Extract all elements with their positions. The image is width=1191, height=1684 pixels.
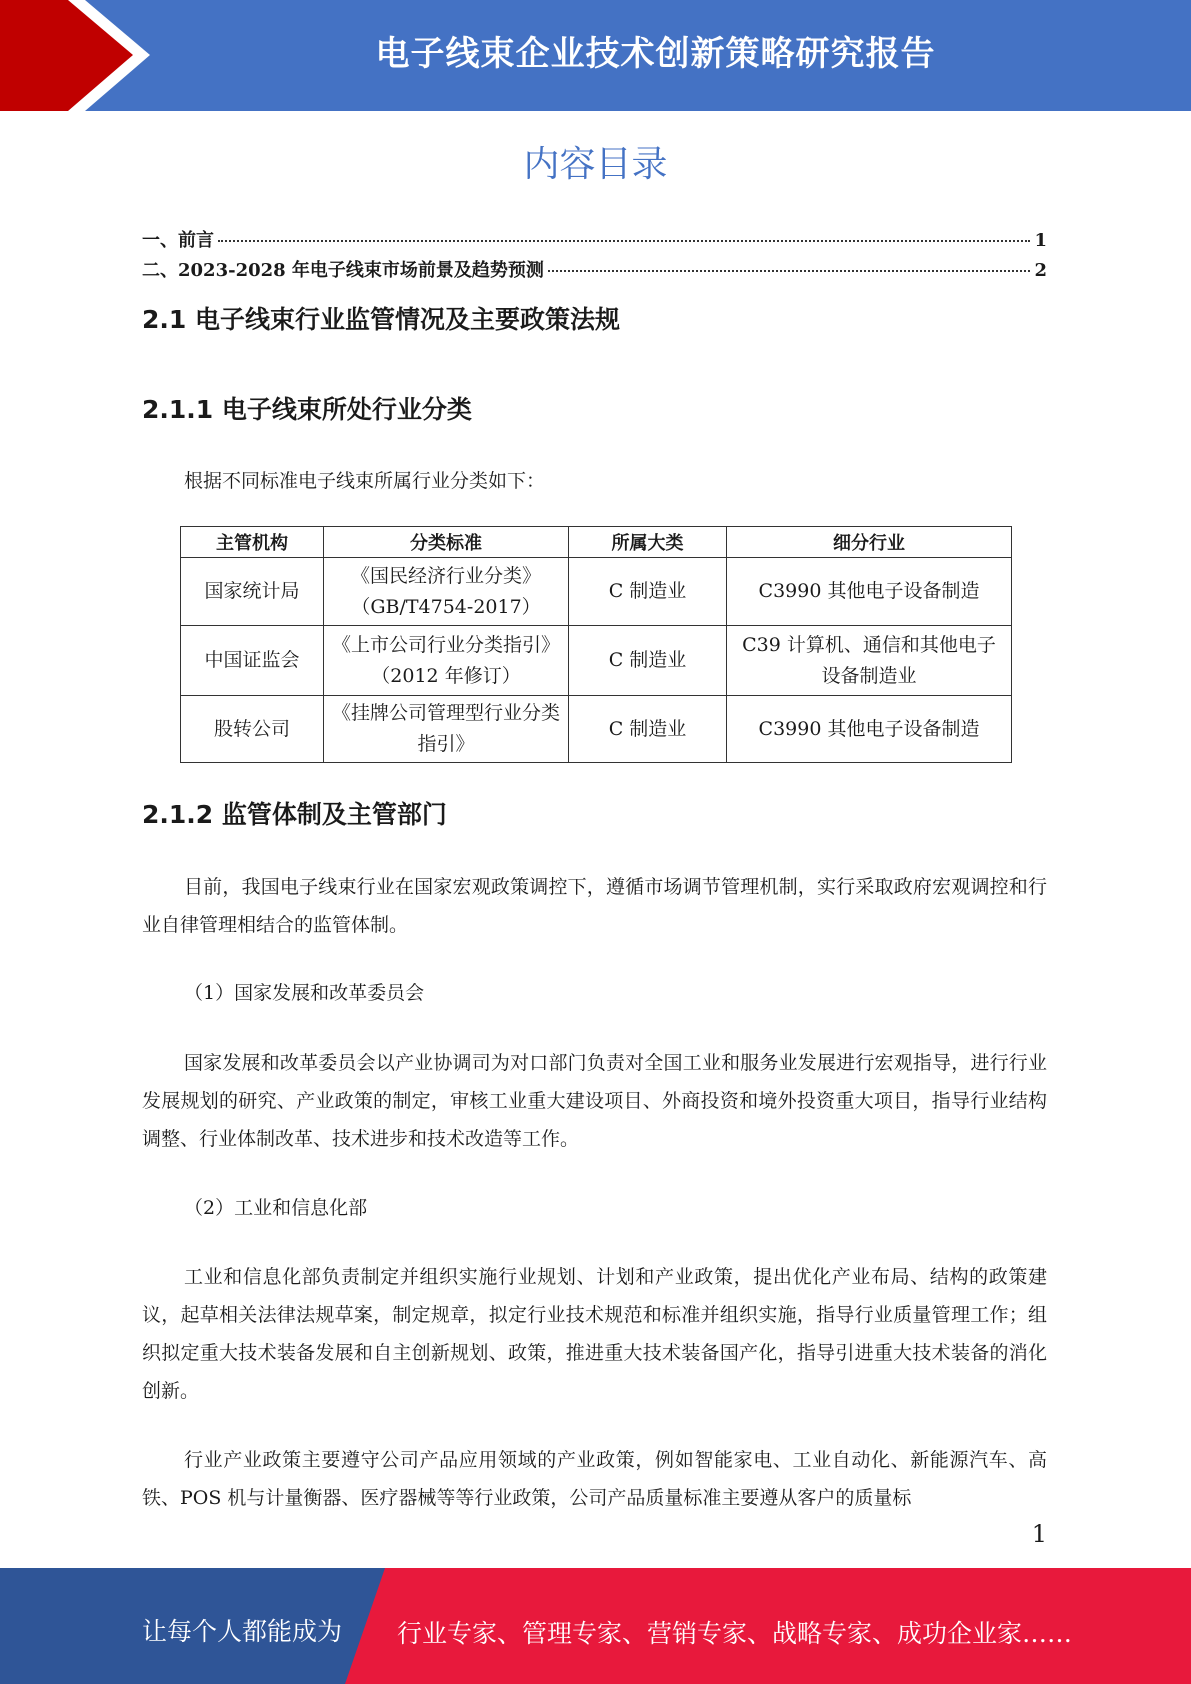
table-cell: C3990 其他电子设备制造 (727, 696, 1012, 763)
industry-classification-table (180, 526, 1012, 763)
table-header-row (181, 527, 1012, 558)
table-cell: 《国民经济行业分类》（GB/T4754-2017） (324, 558, 569, 626)
table-cell: C 制造业 (569, 558, 727, 626)
table-header-cell: 所属大类 (569, 527, 727, 558)
toc-item-page: 2 (1034, 260, 1047, 281)
table-cell: 股转公司 (181, 696, 324, 763)
page-number: 1 (1031, 1520, 1047, 1548)
header-arrow-decoration (0, 0, 160, 111)
toc-leader-dots (218, 240, 1030, 242)
table-cell: C39 计算机、通信和其他电子 设备制造业 (727, 626, 1012, 696)
toc-leader-dots (548, 270, 1031, 272)
table-cell: C3990 其他电子设备制造 (727, 558, 1012, 626)
subheading-ndrc: （1）国家发展和改革委员会 (184, 982, 425, 1004)
paragraph-regulatory-system: 目前，我国电子线束行业在国家宏观政策调控下，遵循市场调节管理机制，实行采取政府宏观调控和行业自律管理相结合的监管体制。 (142, 876, 1047, 936)
section-heading-2-1-1: 2.1.1 电子线束所处行业分类 (142, 395, 472, 424)
report-title: 电子线束企业技术创新策略研究报告 (375, 34, 936, 74)
table-cell: C 制造业 (569, 696, 727, 763)
table-header-cell: 主管机构 (181, 527, 324, 558)
table-cell: 《上市公司行业分类指引》（2012 年修订） (324, 626, 569, 696)
subheading-miit: （2）工业和信息化部 (184, 1197, 368, 1219)
paragraph-industry-policy: 行业产业政策主要遵守公司产品应用领域的产业政策，例如智能家电、工业自动化、新能源汽车、高铁、POS 机与计量衡器、医疗器械等等行业政策，公司产品质量标准主要遵从客户的质量标 (142, 1449, 1047, 1509)
toc-item-label: 二、2023-2028 年电子线束市场前景及趋势预测 (142, 260, 544, 281)
toc-item-page: 1 (1034, 230, 1047, 251)
toc-item[interactable] (142, 256, 1047, 286)
table-cell: C 制造业 (569, 626, 727, 696)
table-row (181, 626, 1012, 696)
paragraph-miit: 工业和信息化部负责制定并组织实施行业规划、计划和产业政策，提出优化产业布局、结构的政策建议，起草相关法律法规草案，制定规章，拟定行业技术规范和标准并组织实施，指导行业质量管理工作；组织拟定重大技术装备发展和自主创新规划、政策，推进重大技术装备国产化，指导引进重大技术装备的消化创新。 (142, 1266, 1047, 1402)
footer-slogan-left: 让每个人都能成为 (142, 1617, 343, 1646)
classification-intro: 根据不同标准电子线束所属行业分类如下： (184, 470, 546, 492)
toc-title: 内容目录 (523, 144, 668, 185)
table-header-cell: 分类标准 (324, 527, 569, 558)
table-row (181, 696, 1012, 763)
table-header-cell: 细分行业 (727, 527, 1012, 558)
table-cell: 国家统计局 (181, 558, 324, 626)
table-of-contents (142, 226, 1047, 286)
toc-item[interactable] (142, 226, 1047, 256)
section-heading-2-1: 2.1 电子线束行业监管情况及主要政策法规 (142, 305, 620, 334)
table-cell: 《挂牌公司管理型行业分类指引》 (324, 696, 569, 763)
footer-banner (0, 1568, 1191, 1684)
table-cell: 中国证监会 (181, 626, 324, 696)
table-row (181, 558, 1012, 626)
section-heading-2-1-2: 2.1.2 监管体制及主管部门 (142, 800, 447, 829)
footer-slogan-right: 行业专家、管理专家、营销专家、战略专家、成功企业家…… (397, 1619, 1073, 1648)
toc-item-label: 一、前言 (142, 230, 214, 251)
paragraph-ndrc: 国家发展和改革委员会以产业协调司为对口部门负责对全国工业和服务业发展进行宏观指导，进行行业发展规划的研究、产业政策的制定，审核工业重大建设项目、外商投资和境外投资重大项目，指导行业结构调整、行业体制改革、技术进步和技术改造等工作。 (142, 1052, 1047, 1150)
header-banner (0, 0, 1191, 111)
